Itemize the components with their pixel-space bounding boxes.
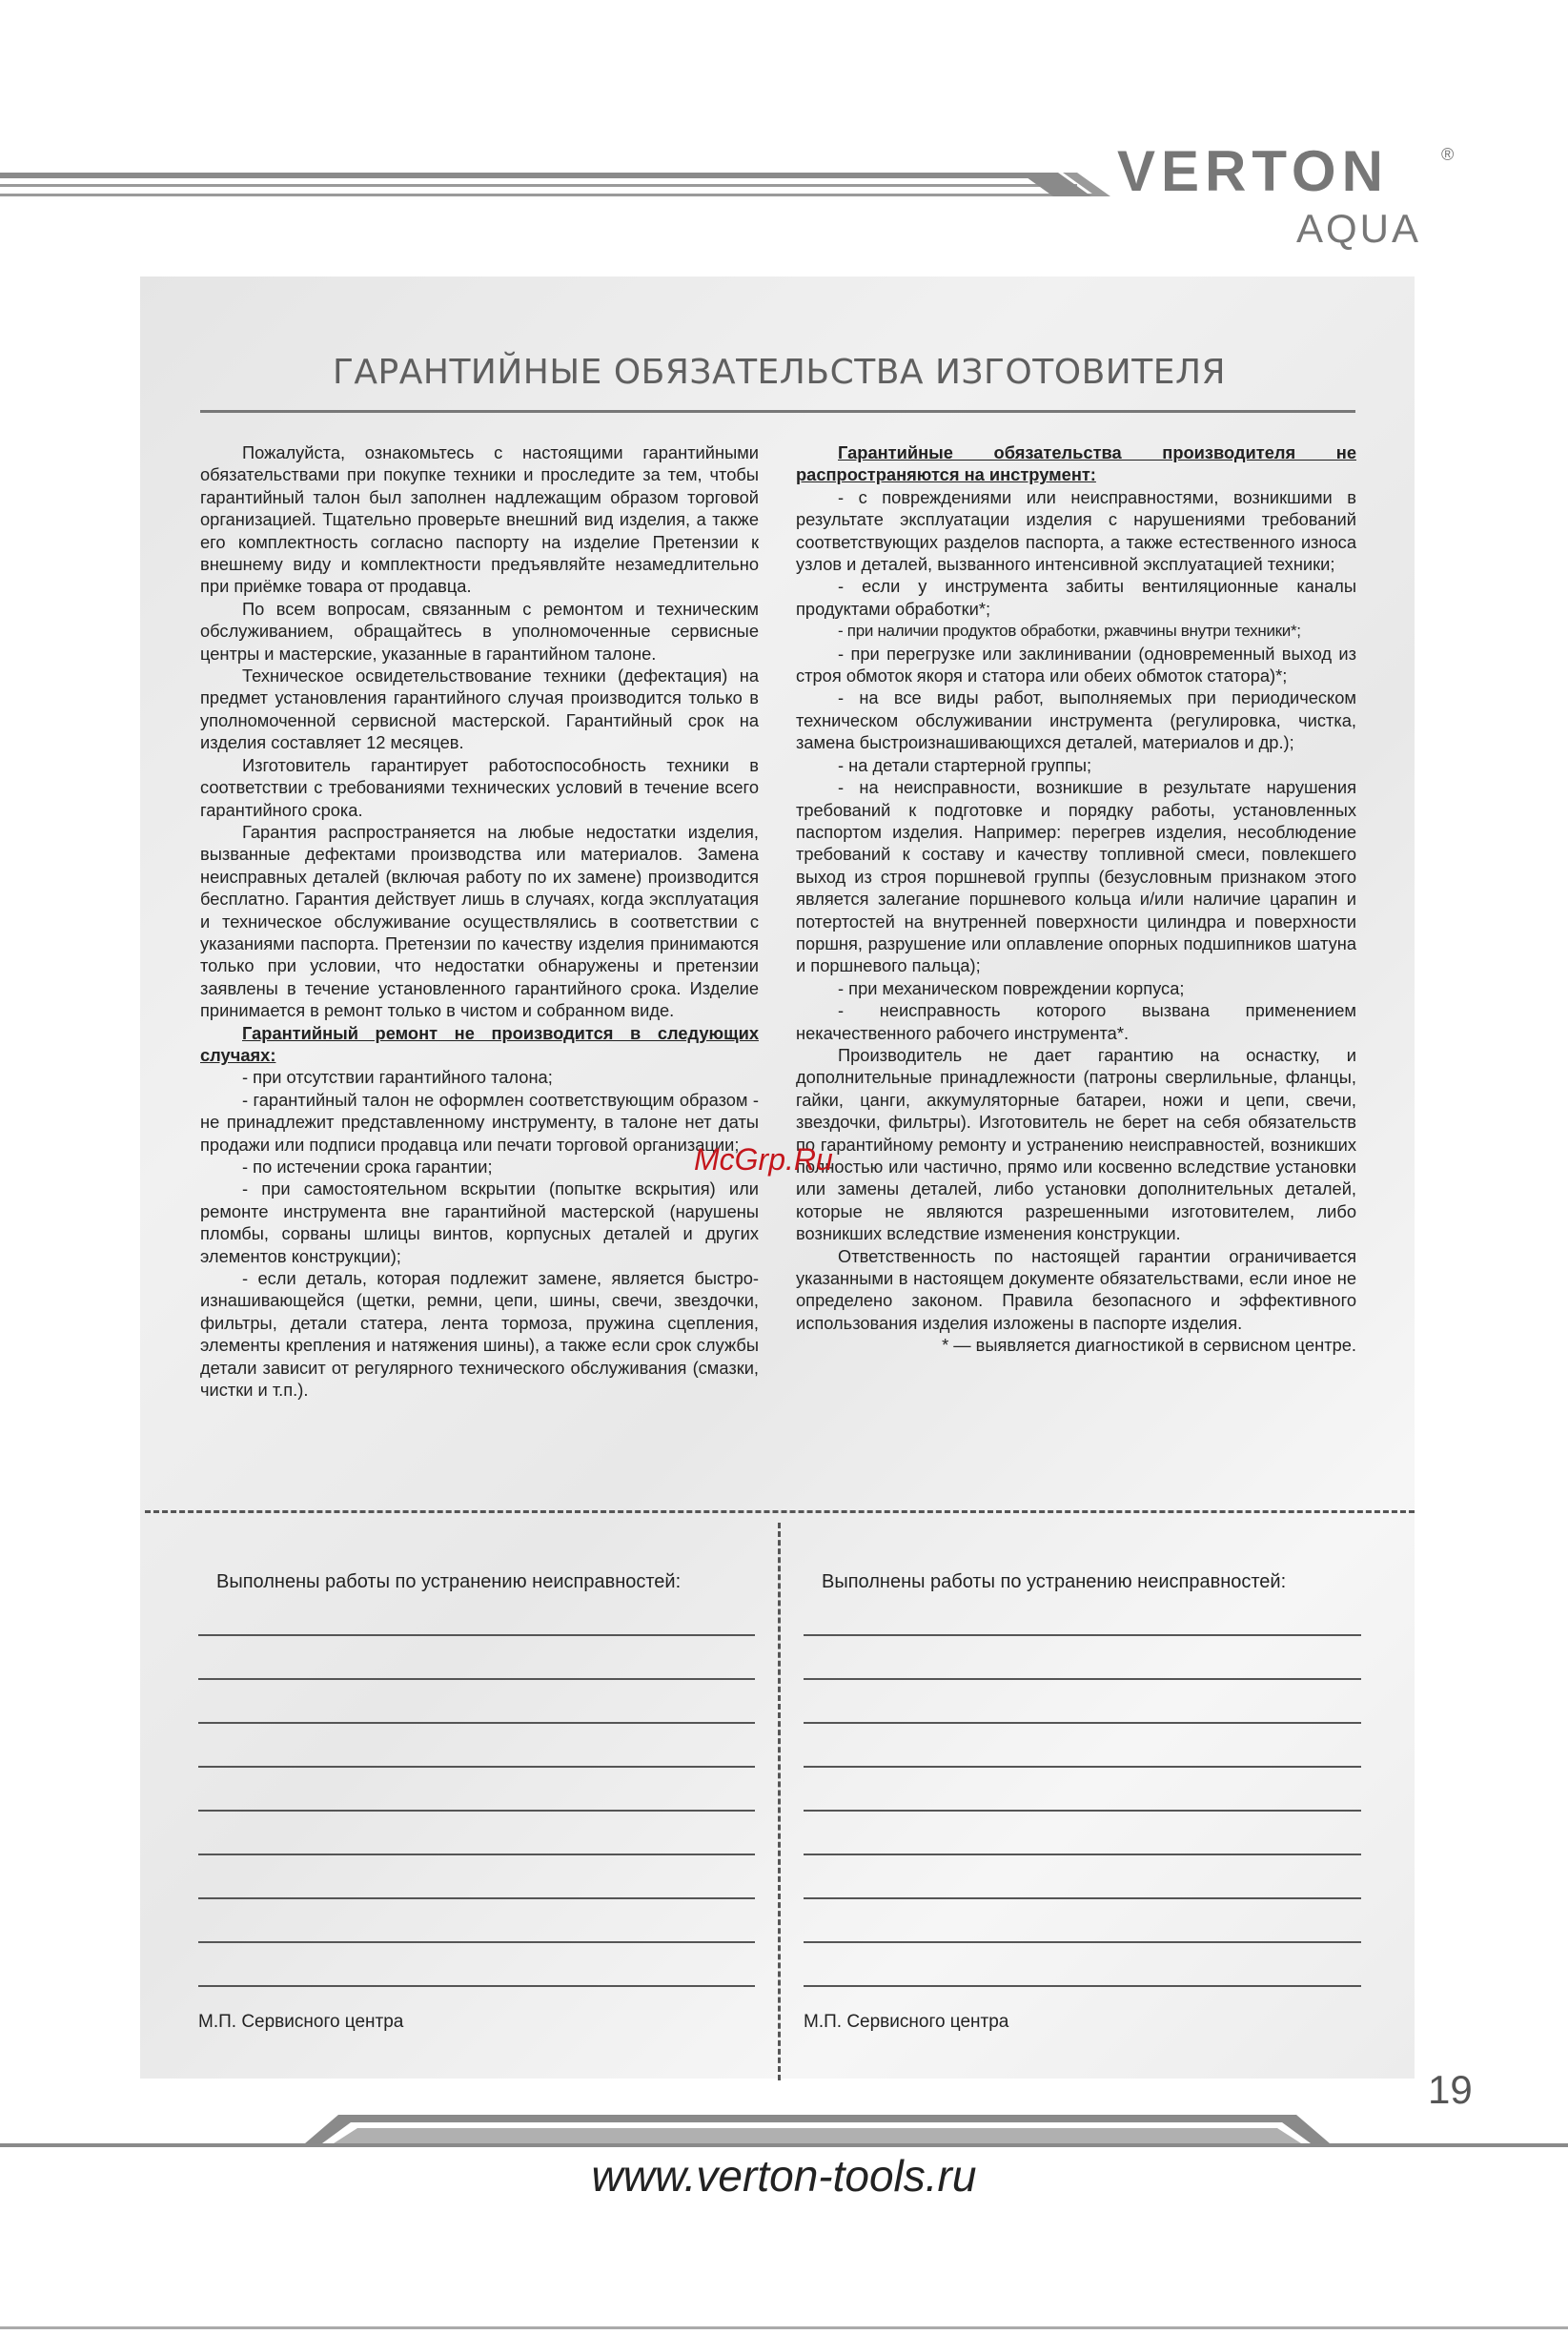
write-line[interactable] bbox=[804, 1634, 1361, 1636]
works-title-left: Выполнены работы по устранению неисправностей: bbox=[216, 1571, 682, 1592]
write-line[interactable] bbox=[198, 1678, 755, 1680]
write-line[interactable] bbox=[198, 1985, 755, 1987]
cut-line-vertical bbox=[778, 1523, 781, 2080]
write-line[interactable] bbox=[804, 1678, 1361, 1680]
stamp-label-left: М.П. Сервисного центра bbox=[198, 2012, 404, 2032]
write-line[interactable] bbox=[198, 1766, 755, 1768]
write-line[interactable] bbox=[804, 1941, 1361, 1943]
title-divider bbox=[200, 410, 1355, 413]
list-item: - с повреждениями или неисправностями, возникшими в результате эксплуатации изделия с нарушениями требований соответствующих разделов паспорта, а также естественного износа узлов и деталей, вызванного интенсивной эксплуатацией техники; bbox=[796, 486, 1356, 575]
section-heading: Гарантийный ремонт не производится в следующих случаях: bbox=[200, 1022, 759, 1065]
write-line[interactable] bbox=[804, 1722, 1361, 1724]
stamp-label-right: М.П. Сервисного центра bbox=[804, 2012, 1009, 2032]
watermark: McGrp.Ru bbox=[694, 1142, 833, 1177]
works-title-right: Выполнены работы по устранению неисправностей: bbox=[822, 1571, 1287, 1592]
write-line[interactable] bbox=[198, 1722, 755, 1724]
paragraph: Техническое освидетельствование техники (дефектация) на предмет установления гарантийного случая производится только в уполномоченной сервисной мастерской. Гарантийный срок на изделия составляет 12 месяцев. bbox=[200, 666, 759, 753]
write-line[interactable] bbox=[804, 1854, 1361, 1855]
bottom-rule bbox=[0, 2326, 1568, 2329]
write-line[interactable] bbox=[804, 1810, 1361, 1812]
right-column bbox=[796, 441, 1356, 1357]
write-line[interactable] bbox=[198, 1854, 755, 1855]
write-line[interactable] bbox=[198, 1634, 755, 1636]
header-rail-thin bbox=[0, 194, 1096, 196]
paragraph: По всем вопросам, связанным с ремонтом и техническим обслуживанием, обращайтесь в уполномоченные сервисные центры и мастерские, указанные в гарантийном талоне. bbox=[200, 598, 759, 664]
registered-mark: ® bbox=[1441, 145, 1455, 164]
paragraph: Гарантия распространяется на любые недостатки изделия, вызванные дефектами производства или материалов. Замена неисправных деталей (включая работу по их замене) производится бесплатно. Гарантия действует лишь в случаях, когда эксплуатация и техническое обслуживание осуществлялись в соответствии с указаниями паспорта. Претензии по качеству изделия принимаются только при условии, что недостатки обнаружены и претензии заявлены в течение установленного гарантийного срока. Изделие принимается в ремонт только в чистом и собранном виде. bbox=[200, 821, 759, 1021]
paragraph: Производитель не дает гарантию на оснастку, и дополнительные принадлежности (патроны сверлильные, фланцы, гайки, цанги, аккумуляторные батареи, ножи и цепи, свечи, звездочки, фильтры). Изготовитель не берет на себя обязательств по гарантийному ремонту и устранению неисправностей, возникших полностью или частично, прямо или косвенно вследствие установки или замены деталей, либо установки дополнительных деталей, которые не являются разрешенными изготовителем, либо возникших вследствие изменения конструкции. bbox=[796, 1044, 1356, 1244]
write-line[interactable] bbox=[198, 1810, 755, 1812]
list-item: - гарантийный талон не оформлен соответствующим образом - не принадлежит представленному инструменту, в талоне нет даты продажи или подписи продавца или печати торговой организации; bbox=[200, 1089, 759, 1155]
write-line[interactable] bbox=[804, 1897, 1361, 1899]
header-rail bbox=[0, 173, 1034, 178]
footnote: * — выявляется диагностикой в сервисном центре. bbox=[942, 1335, 1356, 1356]
cut-line-horizontal bbox=[145, 1510, 1415, 1513]
paragraph: Изготовитель гарантирует работоспособность техники в соответствии с требованиями технических условий в течение всего гарантийного срока. bbox=[200, 754, 759, 820]
footer-rail bbox=[0, 2107, 1568, 2155]
list-item: - если деталь, которая подлежит замене, является быстро-изнашивающейся (щетки, ремни, цепи, шины, свечи, звездочки, фильтры, детали статера, лента тормоза, пружина сцепления, элементы крепления и натяжения шины), а также если срок службы детали зависит от регулярного технического обслуживания (смазки, чистки и т.п.). bbox=[200, 1268, 759, 1401]
page-number: 19 bbox=[1428, 2067, 1473, 2112]
list-item: - при перегрузке или заклинивании (одновременный выход из строя обмоток якоря и статора или обеих обмоток статора)*; bbox=[796, 643, 1356, 686]
list-item: - неисправность которого вызвана применением некачественного рабочего инструмента*. bbox=[796, 1000, 1356, 1043]
write-line[interactable] bbox=[804, 1766, 1361, 1768]
header-rail-thin bbox=[0, 184, 1077, 187]
list-item: - по истечении срока гарантии; bbox=[242, 1157, 493, 1177]
left-column bbox=[200, 441, 759, 1401]
write-line[interactable] bbox=[198, 1897, 755, 1899]
write-line[interactable] bbox=[198, 1941, 755, 1943]
write-line[interactable] bbox=[804, 1985, 1361, 1987]
brand-logo bbox=[1117, 139, 1460, 251]
list-item: - при отсутствии гарантийного талона; bbox=[242, 1067, 553, 1088]
list-item: - при наличии продуктов обработки, ржавчины внутри техники*; bbox=[838, 622, 1301, 641]
brand-sub: AQUA bbox=[1296, 206, 1422, 251]
brand-name: VERTON bbox=[1117, 139, 1389, 203]
list-item: - если у инструмента забиты вентиляционные каналы продуктами обработки*; bbox=[796, 576, 1356, 619]
list-item: - на детали стартерной группы; bbox=[838, 754, 1092, 775]
section-heading: Гарантийные обязательства производителя не распространяются на инструмент: bbox=[796, 442, 1356, 485]
header-rail-chevron bbox=[1020, 168, 1125, 206]
list-item: - при механическом повреждении корпуса; bbox=[838, 977, 1185, 998]
list-item: - при самостоятельном вскрытии (попытке вскрытия) или ремонте инструмента вне гарантийной мастерской (нарушены пломбы, сорваны шлицы винтов, корпусных деталей и других элементов конструкции); bbox=[200, 1178, 759, 1266]
website-link[interactable]: www.verton-tools.ru bbox=[591, 2151, 977, 2201]
list-item: - на все виды работ, выполняемых при периодическом техническом обслуживании инструмента (регулировка, чистка, замена быстроизнашивающихся деталей, материалов и др.); bbox=[796, 687, 1356, 753]
paragraph: Пожалуйста, ознакомьтесь с настоящими гарантийными обязательствами при покупке техники и проследите за тем, чтобы гарантийный талон был заполнен надлежащим образом торговой организацией. Тщательно проверьте внешний вид изделия, а также его комплектность согласно паспорту на изделие Претензии к внешнему виду и комплектности предъявляйте незамедлительно при приёмке товара от продавца. bbox=[200, 442, 759, 597]
list-item: - на неисправности, возникшие в результате нарушения требований к подготовке и порядку работы, установленных паспортом изделия. Например: перегрев изделия, несоблюдение требований к составу и качеству топливной смеси, повлекшего выход из строя поршневой группы (безусловным признаком этого является залегание поршневого кольца и/или наличие царапин и потертостей на внутренней поверхности цилиндра и поверхности поршня, разрушение или оплавление опорных подшипников шатуна и поршневого пальца); bbox=[796, 777, 1356, 976]
page-title: ГАРАНТИЙНЫЕ ОБЯЗАТЕЛЬСТВА ИЗГОТОВИТЕЛЯ bbox=[332, 353, 1227, 392]
paragraph: Ответственность по настоящей гарантии ограничивается указанными в настоящем документе обязательствами, если иное не определено законом. Правила безопасного и эффективного использования изделия изложены в паспорте изделия. bbox=[796, 1245, 1356, 1333]
